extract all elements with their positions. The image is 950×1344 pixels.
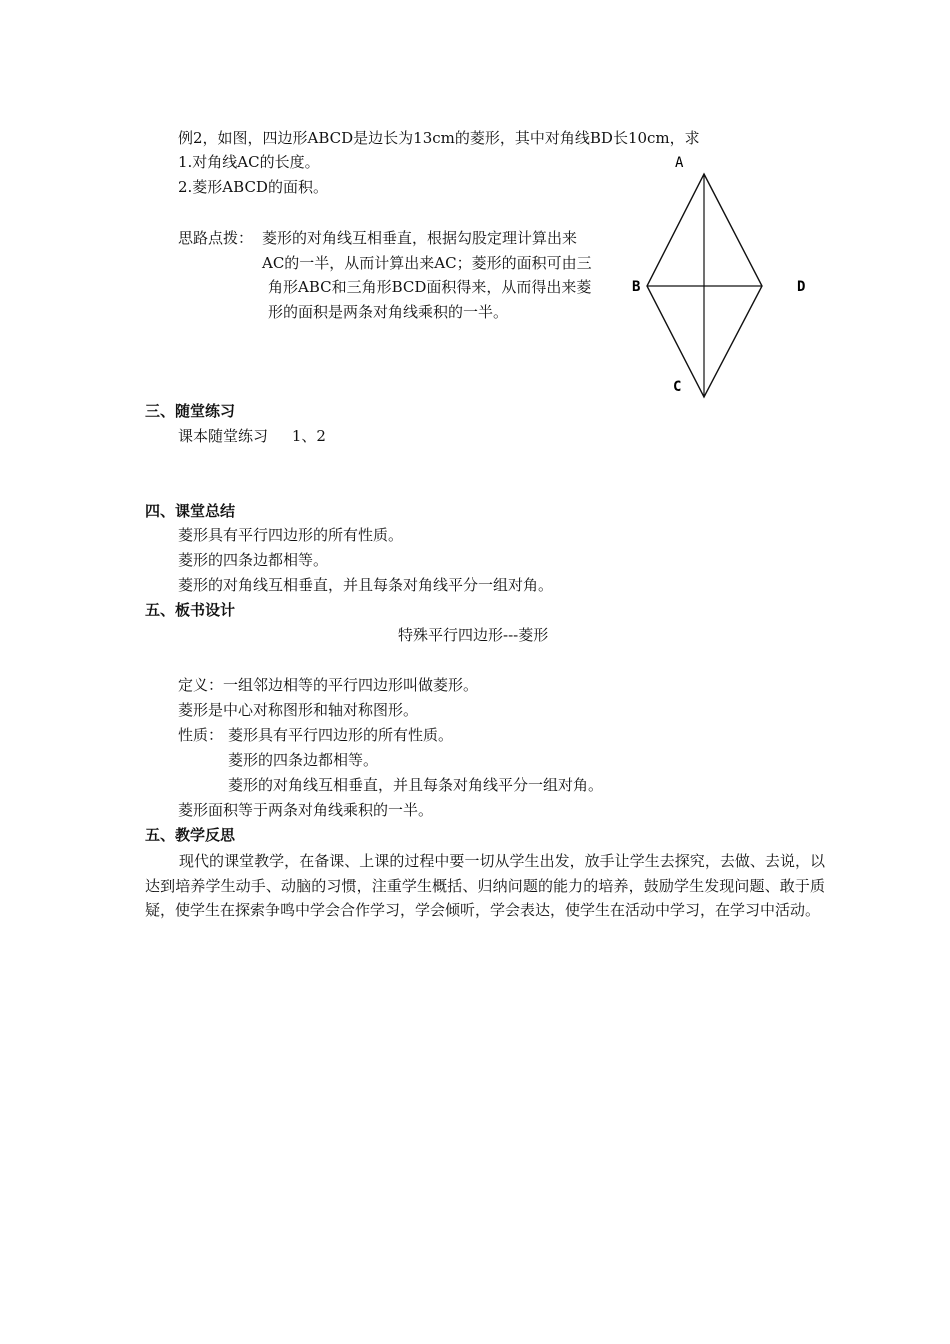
board-definition: 定义：一组邻边相等的平行四边形叫做菱形。 bbox=[178, 676, 479, 694]
board-property-2: 菱形的四条边都相等。 bbox=[228, 751, 379, 769]
board-symmetry: 菱形是中心对称图形和轴对称图形。 bbox=[178, 701, 419, 719]
board-property-label: 性质： bbox=[178, 726, 224, 744]
rhombus-diagram bbox=[620, 148, 820, 412]
summary-item-1: 菱形具有平行四边形的所有性质。 bbox=[178, 526, 404, 544]
board-property-1: 菱形具有平行四边形的所有性质。 bbox=[228, 726, 454, 744]
reflection-paragraph: 现代的课堂教学，在备课、上课的过程中要一切从学生出发，放手让学生去探究，去做、去说，以达到培养学生动手、动脑的习惯，注重学生概括、归纳问题的能力的培养，鼓励学生发现问题、敢于质疑，使学生在探索争鸣中学会合作学习，学会倾听，学会表达，使学生在活动中学习，在学习中活动。 bbox=[145, 852, 825, 919]
section-heading-reflection: 五、教学反思 bbox=[145, 826, 236, 844]
practice-item: 课本随堂练习 1、2 bbox=[178, 427, 326, 445]
example-question-2: 2.菱形ABCD的面积。 bbox=[178, 178, 328, 196]
vertex-label-c: C bbox=[673, 379, 682, 395]
summary-item-2: 菱形的四条边都相等。 bbox=[178, 551, 329, 569]
vertex-label-b: B bbox=[632, 279, 641, 295]
example-question-1: 1.对角线AC的长度。 bbox=[178, 153, 320, 171]
vertex-label-d: D bbox=[797, 279, 806, 295]
board-property-3: 菱形的对角线互相垂直，并且每条对角线平分一组对角。 bbox=[228, 776, 604, 794]
hint-line-3: 角形ABC和三角形BCD面积得来，从而得出来菱 bbox=[268, 278, 592, 296]
hint-line-2: AC的一半，从而计算出来AC；菱形的面积可由三 bbox=[262, 254, 592, 272]
section-heading-summary: 四、课堂总结 bbox=[145, 502, 236, 520]
board-title: 特殊平行四边形---菱形 bbox=[398, 626, 549, 644]
section-heading-practice: 三、随堂练习 bbox=[145, 402, 236, 420]
hint-line-4: 形的面积是两条对角线乘积的一半。 bbox=[268, 303, 509, 321]
rhombus-figure bbox=[620, 148, 820, 408]
hint-line-1: 菱形的对角线互相垂直，根据勾股定理计算出来 bbox=[262, 229, 578, 247]
board-area: 菱形面积等于两条对角线乘积的一半。 bbox=[178, 801, 434, 819]
example-statement: 例2，如图，四边形ABCD是边长为13cm的菱形，其中对角线BD长10cm，求 bbox=[178, 129, 700, 147]
summary-item-3: 菱形的对角线互相垂直，并且每条对角线平分一组对角。 bbox=[178, 576, 554, 594]
hint-label: 思路点拨： bbox=[178, 229, 254, 247]
section-heading-board: 五、板书设计 bbox=[145, 601, 236, 619]
vertex-label-a: A bbox=[675, 155, 684, 171]
